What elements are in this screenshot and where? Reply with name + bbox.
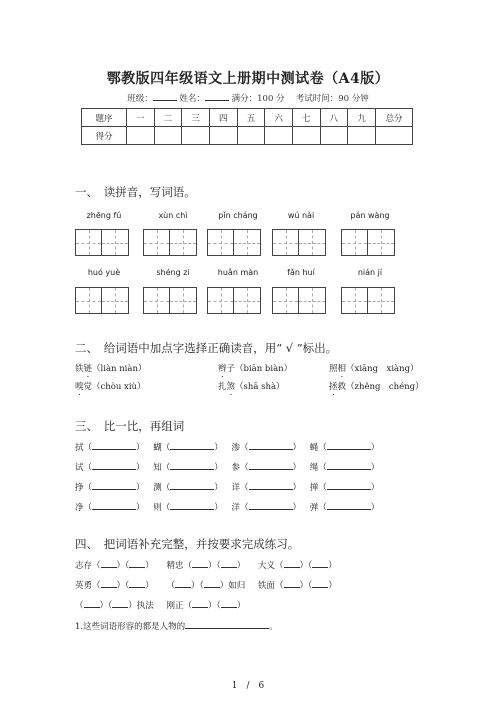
answer-blank[interactable] — [101, 558, 117, 568]
score-header: 四 — [209, 109, 237, 127]
score-header: 三 — [182, 109, 210, 127]
score-cell[interactable] — [209, 127, 237, 145]
score-header: 七 — [292, 109, 320, 127]
char: 洋 — [231, 503, 240, 513]
answer-blank[interactable] — [312, 578, 328, 588]
answer-blank[interactable] — [170, 480, 214, 490]
question-text: 1.这些词语形容的都是人物的 — [75, 622, 186, 632]
answer-blank[interactable] — [204, 578, 220, 588]
idiom-row: （ ）（ ）执法 刚正（ ）（ ） — [75, 598, 245, 611]
answer-blank[interactable] — [284, 578, 300, 588]
answer-blank[interactable] — [101, 578, 117, 588]
score-table — [81, 108, 413, 145]
idiom-text: 刚正 — [166, 601, 184, 611]
idiom-row: 英勇（ ）（ ） （ ）（ ）如归 铁面（ ）（ ） — [75, 578, 337, 591]
reading-item — [75, 380, 146, 397]
score-header: 五 — [237, 109, 265, 127]
class-label: 班级： — [127, 94, 153, 104]
answer-blank[interactable] — [170, 460, 214, 470]
pinyin: fǎn huí — [287, 268, 315, 277]
dotted-char: 煞 — [226, 382, 236, 392]
answer-blank[interactable] — [327, 460, 371, 470]
score-header: 六 — [265, 109, 293, 127]
item-options[interactable]: （xiāng xiàng） — [346, 364, 419, 374]
idiom-text: 如归 — [228, 581, 246, 591]
answer-blank[interactable] — [170, 440, 214, 450]
answer-blank[interactable] — [170, 500, 214, 510]
score-cell[interactable] — [348, 127, 376, 145]
dotted-char: 拯 — [329, 382, 338, 392]
char: 蝴 — [153, 443, 162, 453]
char-grid[interactable] — [207, 287, 261, 314]
score-header: 总分 — [376, 109, 413, 127]
char: 则 — [153, 503, 162, 513]
answer-blank[interactable] — [327, 440, 371, 450]
score-value-row — [82, 127, 413, 145]
idiom-text: 志存 — [75, 561, 93, 571]
char: 试 — [75, 463, 84, 473]
score-header: 题序 — [82, 109, 127, 127]
answer-blank[interactable] — [249, 460, 293, 470]
section3-title: 三、 比一比，再组词 — [75, 419, 185, 433]
char: 蝇 — [309, 443, 319, 453]
score-cell[interactable] — [237, 127, 265, 145]
reading-item — [329, 362, 419, 379]
answer-blank[interactable] — [129, 578, 145, 588]
name-blank — [205, 92, 229, 101]
idiom-text: 大义 — [258, 561, 276, 571]
answer-blank[interactable] — [284, 558, 300, 568]
idiom-text: 执法 — [136, 601, 154, 611]
answer-blank[interactable] — [249, 480, 293, 490]
char: 挣 — [75, 483, 84, 493]
pinyin: huó yuè — [87, 268, 121, 277]
answer-blank[interactable] — [249, 500, 293, 510]
score-cell[interactable] — [376, 127, 413, 145]
exam-info — [0, 92, 496, 104]
score-header: 八 — [320, 109, 348, 127]
answer-blank[interactable] — [249, 440, 293, 450]
score-row-label: 得分 — [82, 127, 127, 145]
reading-item — [218, 380, 285, 397]
answer-blank[interactable] — [175, 578, 191, 588]
char: 绳 — [309, 463, 319, 473]
word-compare-grid — [75, 440, 379, 520]
char: 知 — [153, 463, 162, 473]
char-grid[interactable] — [272, 287, 326, 314]
score-cell[interactable] — [265, 127, 293, 145]
score-cell[interactable] — [127, 127, 155, 145]
word-row: 挣（ ） 测（ ） 详（ ） 掸（ ） — [75, 480, 379, 500]
page-number: 1 / 6 — [231, 681, 265, 691]
answer-blank[interactable] — [129, 558, 145, 568]
answer-blank[interactable] — [312, 558, 328, 568]
char-grid[interactable] — [272, 229, 326, 256]
pinyin: zhēng fú — [86, 211, 122, 220]
answer-blank[interactable] — [92, 440, 136, 450]
name-label: 姓名： — [179, 94, 205, 104]
pinyin: huǎn màn — [217, 268, 259, 277]
char: 拭 — [75, 443, 84, 453]
char-grid[interactable] — [341, 287, 395, 314]
item-text: 铁 — [75, 364, 84, 374]
char: 详 — [231, 483, 240, 493]
char-grid[interactable] — [75, 287, 129, 314]
dotted-char: 嗅 — [75, 382, 84, 392]
dotted-char: 链 — [83, 364, 93, 374]
reading-item — [218, 362, 292, 379]
idiom-row: 志存（ ）（ ） 精忠（ ）（ ） 大义（ ）（ ） — [75, 558, 337, 571]
item-options[interactable]: （liàn niàn） — [92, 364, 147, 374]
pinyin: wú nài — [287, 211, 315, 220]
score-label: 满分：100 分 — [231, 94, 285, 104]
item-text: 照 — [329, 364, 338, 374]
answer-blank[interactable] — [92, 500, 136, 510]
word-row: 试（ ） 知（ ） 参（ ） 绳（ ） — [75, 460, 379, 480]
pinyin: pǐn cháng — [218, 211, 258, 220]
answer-blank[interactable] — [221, 598, 237, 608]
score-header-row — [82, 109, 413, 127]
item-text: 扎 — [218, 382, 227, 392]
item-options[interactable]: 子（biān biàn） — [226, 364, 293, 374]
char: 参 — [231, 463, 240, 473]
answer-blank[interactable] — [92, 460, 136, 470]
score-header: 一 — [127, 109, 155, 127]
score-cell[interactable] — [154, 127, 182, 145]
idiom-text: 精忠 — [166, 561, 184, 571]
answer-blank[interactable] — [221, 558, 237, 568]
answer-blank[interactable] — [327, 500, 371, 510]
score-header: 九 — [348, 109, 376, 127]
answer-blank[interactable] — [327, 480, 371, 490]
pinyin: shéng zi — [156, 268, 190, 277]
score-cell[interactable] — [182, 127, 210, 145]
question-1: 1.这些词语形容的都是人物的 。 — [75, 619, 278, 632]
score-header: 二 — [154, 109, 182, 127]
char-grid[interactable] — [143, 287, 197, 314]
dotted-char: 辫 — [218, 364, 227, 374]
char: 弹 — [309, 503, 319, 513]
page-title: 鄂教版四年级语文上册期中测试卷（A4版） — [106, 71, 390, 87]
item-options[interactable]: 觉（chòu xiù） — [83, 382, 146, 392]
char: 测 — [153, 483, 162, 493]
dotted-char: 相 — [337, 364, 347, 374]
char: 掸 — [309, 483, 319, 493]
char-grid[interactable] — [143, 229, 197, 256]
pinyin: pán wàng — [350, 211, 390, 220]
section2-title: 二、 给词语中加点字选择正确读音，用“ √ ”标出。 — [75, 341, 338, 355]
score-cell[interactable] — [292, 127, 320, 145]
pinyin: xùn chì — [158, 211, 188, 220]
answer-blank[interactable] — [192, 558, 208, 568]
class-blank — [153, 92, 177, 101]
word-row: 拭（ ） 蝴（ ） 渗（ ） 蝇（ ） — [75, 440, 379, 460]
item-options[interactable]: （shā shà） — [235, 382, 285, 392]
answer-blank[interactable] — [185, 619, 269, 629]
score-cell[interactable] — [320, 127, 348, 145]
item-options[interactable]: 救（zhěng chéng） — [337, 382, 424, 392]
idiom-text: 铁面 — [258, 581, 276, 591]
word-row: 净（ ） 则（ ） 洋（ ） 弹（ ） — [75, 500, 379, 520]
idiom-text: 英勇 — [75, 581, 93, 591]
char-grid[interactable] — [75, 229, 129, 256]
answer-blank[interactable] — [112, 598, 128, 608]
section1-title: 一、 读拼音，写词语。 — [75, 185, 196, 199]
reading-item — [75, 362, 146, 379]
pinyin: nián jí — [357, 268, 383, 277]
char-grid[interactable] — [341, 229, 395, 256]
answer-blank[interactable] — [84, 598, 100, 608]
char-grid[interactable] — [207, 229, 261, 256]
char: 净 — [75, 503, 84, 513]
answer-blank[interactable] — [92, 480, 136, 490]
time-label: 考试时间：90 分钟 — [295, 94, 369, 104]
section4-title: 四、 把词语补充完整，并按要求完成练习。 — [75, 537, 300, 551]
answer-blank[interactable] — [192, 598, 208, 608]
reading-item — [329, 380, 424, 397]
char: 渗 — [231, 443, 240, 453]
